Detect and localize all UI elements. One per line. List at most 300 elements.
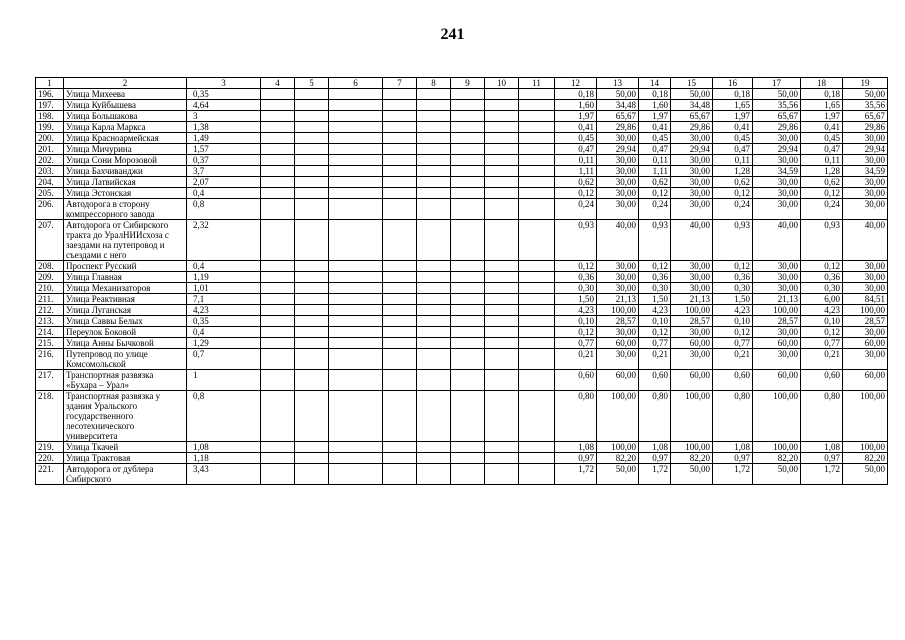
row-number: 211. (36, 294, 64, 305)
value-cell: 30,00 (843, 283, 888, 294)
value-cell: 0,80 (639, 391, 671, 442)
column-header: 10 (485, 78, 519, 89)
empty-cell (295, 166, 329, 177)
value-cell: 0,11 (555, 155, 597, 166)
value-cell: 100,00 (753, 305, 801, 316)
table-row (36, 111, 888, 122)
empty-cell (329, 453, 383, 464)
row-number: 198. (36, 111, 64, 122)
value-cell: 30,00 (753, 261, 801, 272)
value-cell: 30,00 (753, 327, 801, 338)
value-cell: 0,12 (639, 327, 671, 338)
length-cell: 2,32 (187, 220, 261, 261)
value-cell: 40,00 (671, 220, 713, 261)
empty-cell (261, 272, 295, 283)
value-cell: 29,94 (753, 144, 801, 155)
length-cell: 3,7 (187, 166, 261, 177)
empty-cell (519, 100, 555, 111)
value-cell: 0,47 (713, 144, 753, 155)
empty-cell (295, 144, 329, 155)
value-cell: 0,80 (801, 391, 843, 442)
table-row (36, 166, 888, 177)
value-cell: 30,00 (597, 199, 639, 220)
empty-cell (383, 464, 417, 485)
empty-cell (329, 316, 383, 327)
empty-cell (451, 391, 485, 442)
value-cell: 1,28 (801, 166, 843, 177)
column-header: 15 (671, 78, 713, 89)
empty-cell (485, 294, 519, 305)
value-cell: 0,62 (555, 177, 597, 188)
value-cell: 100,00 (671, 442, 713, 453)
empty-cell (485, 111, 519, 122)
empty-cell (451, 89, 485, 100)
empty-cell (329, 89, 383, 100)
empty-cell (295, 283, 329, 294)
value-cell: 60,00 (843, 370, 888, 391)
value-cell: 82,20 (753, 453, 801, 464)
value-cell: 0,21 (801, 349, 843, 370)
value-cell: 0,10 (713, 316, 753, 327)
empty-cell (485, 305, 519, 316)
empty-cell (451, 316, 485, 327)
empty-cell (329, 100, 383, 111)
length-cell: 1,29 (187, 338, 261, 349)
road-name: Транспортная развязка «Бухара – Урал» (64, 370, 187, 391)
length-cell: 7,1 (187, 294, 261, 305)
value-cell: 0,24 (713, 199, 753, 220)
empty-cell (329, 155, 383, 166)
value-cell: 100,00 (597, 442, 639, 453)
value-cell: 0,24 (555, 199, 597, 220)
empty-cell (383, 133, 417, 144)
empty-cell (451, 100, 485, 111)
empty-cell (519, 220, 555, 261)
empty-cell (485, 166, 519, 177)
length-cell: 1,08 (187, 442, 261, 453)
empty-cell (295, 327, 329, 338)
empty-cell (519, 338, 555, 349)
length-cell: 1 (187, 370, 261, 391)
row-number: 220. (36, 453, 64, 464)
empty-cell (261, 122, 295, 133)
empty-cell (329, 370, 383, 391)
road-name: Улица Саввы Белых (64, 316, 187, 327)
length-cell: 0,4 (187, 327, 261, 338)
empty-cell (295, 391, 329, 442)
value-cell: 0,77 (555, 338, 597, 349)
empty-cell (417, 188, 451, 199)
road-name: Улица Михеева (64, 89, 187, 100)
empty-cell (451, 272, 485, 283)
value-cell: 30,00 (671, 327, 713, 338)
empty-cell (485, 391, 519, 442)
value-cell: 0,12 (801, 188, 843, 199)
empty-cell (451, 294, 485, 305)
value-cell: 65,67 (671, 111, 713, 122)
length-cell: 4,64 (187, 100, 261, 111)
empty-cell (519, 305, 555, 316)
empty-cell (451, 305, 485, 316)
empty-cell (295, 133, 329, 144)
column-header: 14 (639, 78, 671, 89)
length-cell: 0,35 (187, 316, 261, 327)
length-cell: 3 (187, 111, 261, 122)
empty-cell (295, 177, 329, 188)
empty-cell (519, 370, 555, 391)
empty-cell (329, 199, 383, 220)
empty-cell (329, 177, 383, 188)
empty-cell (295, 370, 329, 391)
value-cell: 65,67 (843, 111, 888, 122)
value-cell: 0,24 (801, 199, 843, 220)
value-cell: 65,67 (597, 111, 639, 122)
empty-cell (485, 144, 519, 155)
row-number: 199. (36, 122, 64, 133)
value-cell: 30,00 (843, 133, 888, 144)
value-cell: 30,00 (843, 327, 888, 338)
empty-cell (383, 283, 417, 294)
empty-cell (261, 294, 295, 305)
row-number: 210. (36, 283, 64, 294)
empty-cell (417, 199, 451, 220)
empty-cell (261, 349, 295, 370)
empty-cell (295, 261, 329, 272)
empty-cell (519, 155, 555, 166)
empty-cell (295, 453, 329, 464)
value-cell: 30,00 (597, 283, 639, 294)
row-number: 209. (36, 272, 64, 283)
value-cell: 50,00 (671, 89, 713, 100)
empty-cell (417, 89, 451, 100)
empty-cell (383, 122, 417, 133)
value-cell: 1,72 (713, 464, 753, 485)
road-name: Улица Главная (64, 272, 187, 283)
value-cell: 30,00 (753, 283, 801, 294)
empty-cell (261, 166, 295, 177)
value-cell: 30,00 (843, 177, 888, 188)
table-row (36, 453, 888, 464)
empty-cell (485, 155, 519, 166)
value-cell: 1,50 (639, 294, 671, 305)
value-cell: 50,00 (597, 89, 639, 100)
value-cell: 0,18 (555, 89, 597, 100)
empty-cell (383, 100, 417, 111)
value-cell: 0,21 (555, 349, 597, 370)
empty-cell (295, 100, 329, 111)
empty-cell (295, 338, 329, 349)
empty-cell (451, 327, 485, 338)
value-cell: 0,36 (639, 272, 671, 283)
empty-cell (417, 177, 451, 188)
value-cell: 29,86 (671, 122, 713, 133)
empty-cell (519, 327, 555, 338)
column-header: 8 (417, 78, 451, 89)
empty-cell (451, 338, 485, 349)
row-number: 216. (36, 349, 64, 370)
row-number: 202. (36, 155, 64, 166)
value-cell: 0,60 (639, 370, 671, 391)
value-cell: 60,00 (753, 338, 801, 349)
value-cell: 0,10 (555, 316, 597, 327)
empty-cell (451, 133, 485, 144)
empty-cell (383, 220, 417, 261)
empty-cell (261, 316, 295, 327)
row-number: 221. (36, 464, 64, 485)
empty-cell (417, 100, 451, 111)
empty-cell (485, 100, 519, 111)
empty-cell (329, 283, 383, 294)
data-table (35, 77, 888, 485)
value-cell: 0,93 (713, 220, 753, 261)
value-cell: 0,47 (555, 144, 597, 155)
value-cell: 6,00 (801, 294, 843, 305)
empty-cell (417, 338, 451, 349)
length-cell: 4,23 (187, 305, 261, 316)
value-cell: 35,56 (843, 100, 888, 111)
empty-cell (451, 177, 485, 188)
road-name: Улица Латвийская (64, 177, 187, 188)
empty-cell (417, 464, 451, 485)
row-number: 205. (36, 188, 64, 199)
row-number: 218. (36, 391, 64, 442)
value-cell: 0,62 (801, 177, 843, 188)
value-cell: 30,00 (671, 272, 713, 283)
value-cell: 4,23 (801, 305, 843, 316)
empty-cell (417, 111, 451, 122)
column-header: 5 (295, 78, 329, 89)
value-cell: 100,00 (671, 305, 713, 316)
column-header: 19 (843, 78, 888, 89)
empty-cell (451, 464, 485, 485)
value-cell: 28,57 (597, 316, 639, 327)
value-cell: 1,72 (801, 464, 843, 485)
value-cell: 0,60 (801, 370, 843, 391)
value-cell: 0,11 (801, 155, 843, 166)
empty-cell (417, 272, 451, 283)
value-cell: 1,60 (555, 100, 597, 111)
empty-cell (519, 261, 555, 272)
value-cell: 1,97 (801, 111, 843, 122)
empty-cell (519, 133, 555, 144)
value-cell: 1,08 (555, 442, 597, 453)
row-number: 215. (36, 338, 64, 349)
value-cell: 100,00 (597, 305, 639, 316)
empty-cell (417, 294, 451, 305)
value-cell: 0,36 (713, 272, 753, 283)
empty-cell (485, 261, 519, 272)
row-number: 204. (36, 177, 64, 188)
empty-cell (329, 327, 383, 338)
empty-cell (451, 220, 485, 261)
row-number: 201. (36, 144, 64, 155)
empty-cell (485, 283, 519, 294)
row-number: 206. (36, 199, 64, 220)
empty-cell (295, 272, 329, 283)
value-cell: 30,00 (843, 199, 888, 220)
value-cell: 0,30 (555, 283, 597, 294)
value-cell: 82,20 (597, 453, 639, 464)
table-row (36, 391, 888, 442)
row-number: 200. (36, 133, 64, 144)
value-cell: 1,60 (639, 100, 671, 111)
value-cell: 1,08 (713, 442, 753, 453)
empty-cell (383, 370, 417, 391)
empty-cell (329, 305, 383, 316)
empty-cell (519, 166, 555, 177)
value-cell: 0,30 (639, 283, 671, 294)
road-name: Улица Куйбышева (64, 100, 187, 111)
empty-cell (329, 338, 383, 349)
value-cell: 0,12 (555, 327, 597, 338)
empty-cell (383, 272, 417, 283)
empty-cell (329, 261, 383, 272)
empty-cell (417, 453, 451, 464)
value-cell: 0,41 (639, 122, 671, 133)
road-name: Улица Трактовая (64, 453, 187, 464)
empty-cell (295, 89, 329, 100)
value-cell: 21,13 (753, 294, 801, 305)
value-cell: 34,48 (671, 100, 713, 111)
empty-cell (485, 464, 519, 485)
value-cell: 40,00 (843, 220, 888, 261)
empty-cell (451, 370, 485, 391)
empty-cell (451, 111, 485, 122)
value-cell: 0,93 (801, 220, 843, 261)
value-cell: 0,97 (639, 453, 671, 464)
value-cell: 84,51 (843, 294, 888, 305)
road-name: Улица Бахчиванджи (64, 166, 187, 177)
empty-cell (261, 220, 295, 261)
value-cell: 0,30 (801, 283, 843, 294)
empty-cell (261, 327, 295, 338)
empty-cell (519, 316, 555, 327)
road-name: Проспект Русский (64, 261, 187, 272)
column-header: 1 (36, 78, 64, 89)
empty-cell (519, 111, 555, 122)
empty-cell (451, 122, 485, 133)
empty-cell (417, 349, 451, 370)
road-name: Автодорога от дублера Сибирского (64, 464, 187, 485)
length-cell: 0,4 (187, 261, 261, 272)
empty-cell (261, 89, 295, 100)
empty-cell (261, 370, 295, 391)
table-row (36, 188, 888, 199)
empty-cell (383, 261, 417, 272)
table-row (36, 349, 888, 370)
empty-cell (383, 89, 417, 100)
empty-cell (329, 220, 383, 261)
empty-cell (417, 327, 451, 338)
empty-cell (383, 155, 417, 166)
value-cell: 0,60 (555, 370, 597, 391)
value-cell: 100,00 (843, 391, 888, 442)
length-cell: 1,18 (187, 453, 261, 464)
value-cell: 30,00 (597, 261, 639, 272)
empty-cell (417, 155, 451, 166)
empty-cell (261, 453, 295, 464)
empty-cell (485, 327, 519, 338)
empty-cell (485, 316, 519, 327)
value-cell: 35,56 (753, 100, 801, 111)
value-cell: 0,60 (713, 370, 753, 391)
length-cell: 1,01 (187, 283, 261, 294)
value-cell: 0,12 (713, 188, 753, 199)
road-name: Улица Ткачей (64, 442, 187, 453)
value-cell: 29,94 (843, 144, 888, 155)
empty-cell (485, 272, 519, 283)
value-cell: 0,93 (639, 220, 671, 261)
value-cell: 30,00 (671, 155, 713, 166)
value-cell: 0,12 (639, 188, 671, 199)
value-cell: 28,57 (671, 316, 713, 327)
empty-cell (451, 155, 485, 166)
column-header: 16 (713, 78, 753, 89)
value-cell: 82,20 (671, 453, 713, 464)
row-number: 217. (36, 370, 64, 391)
value-cell: 0,21 (713, 349, 753, 370)
table-row (36, 100, 888, 111)
road-name: Путепровод по улице Комсомольской (64, 349, 187, 370)
empty-cell (295, 155, 329, 166)
value-cell: 40,00 (597, 220, 639, 261)
empty-cell (417, 144, 451, 155)
row-number: 196. (36, 89, 64, 100)
table-row (36, 442, 888, 453)
value-cell: 1,50 (713, 294, 753, 305)
road-name: Улица Реактивная (64, 294, 187, 305)
page-number: 241 (440, 26, 465, 43)
empty-cell (417, 305, 451, 316)
value-cell: 30,00 (843, 155, 888, 166)
empty-cell (295, 349, 329, 370)
table-row (36, 122, 888, 133)
value-cell: 0,45 (713, 133, 753, 144)
value-cell: 28,57 (753, 316, 801, 327)
value-cell: 30,00 (753, 199, 801, 220)
empty-cell (485, 89, 519, 100)
value-cell: 82,20 (843, 453, 888, 464)
value-cell: 0,47 (639, 144, 671, 155)
empty-cell (417, 442, 451, 453)
empty-cell (261, 338, 295, 349)
empty-cell (383, 294, 417, 305)
empty-cell (383, 453, 417, 464)
table-row (36, 327, 888, 338)
empty-cell (417, 316, 451, 327)
value-cell: 30,00 (753, 133, 801, 144)
empty-cell (519, 453, 555, 464)
value-cell: 30,00 (753, 349, 801, 370)
empty-cell (261, 442, 295, 453)
value-cell: 30,00 (753, 177, 801, 188)
value-cell: 0,18 (639, 89, 671, 100)
value-cell: 0,80 (713, 391, 753, 442)
empty-cell (417, 220, 451, 261)
value-cell: 21,13 (671, 294, 713, 305)
value-cell: 30,00 (597, 188, 639, 199)
value-cell: 0,12 (713, 327, 753, 338)
empty-cell (519, 199, 555, 220)
length-cell: 0,4 (187, 188, 261, 199)
empty-cell (451, 188, 485, 199)
value-cell: 0,21 (639, 349, 671, 370)
value-cell: 29,86 (597, 122, 639, 133)
value-cell: 0,41 (713, 122, 753, 133)
value-cell: 0,77 (801, 338, 843, 349)
value-cell: 0,12 (801, 261, 843, 272)
road-name: Улица Карла Маркса (64, 122, 187, 133)
